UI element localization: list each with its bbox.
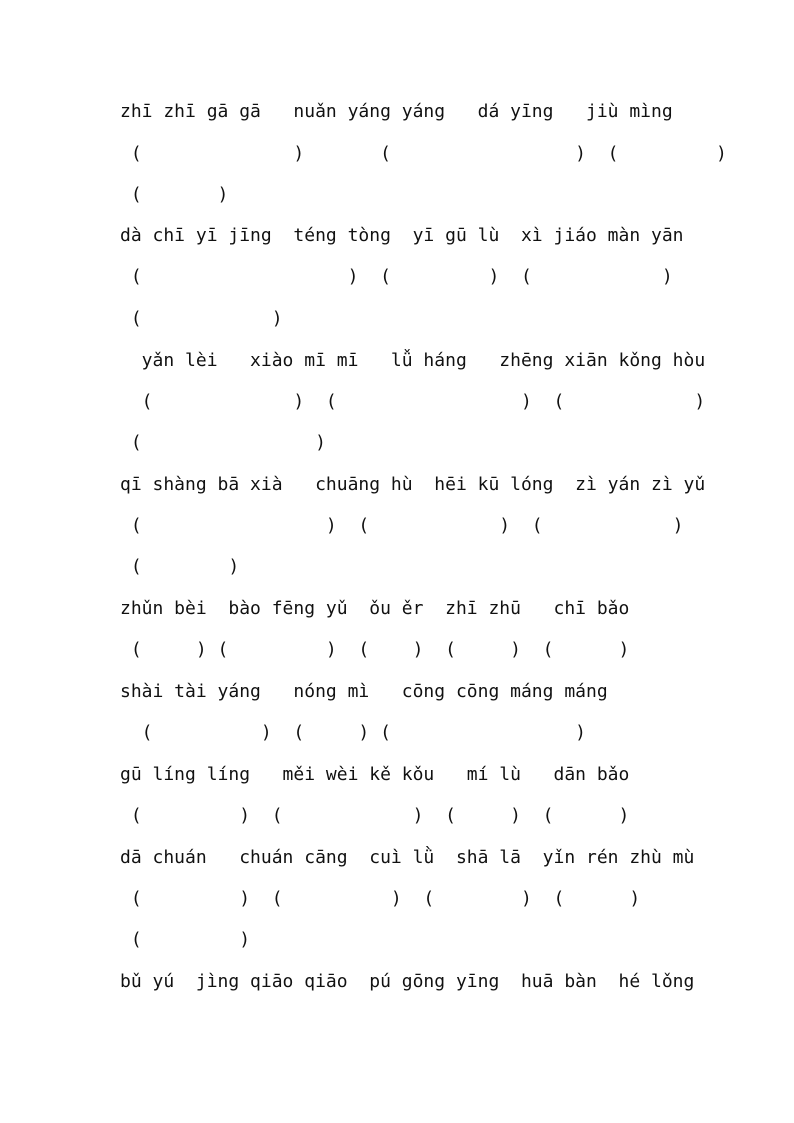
answer-brackets-line-10: ( ) ( ) ( ) [120, 722, 586, 743]
answer-brackets-line-7: ( ) ( ) ( ) [120, 515, 684, 536]
answer-brackets-line-3: ( ) ( ) ( ) [120, 266, 673, 287]
answer-brackets-line-2: ( ) [120, 184, 229, 205]
pinyin-line-2: dà chī yī jīng téng tòng yī gū lù xì jiáo màn yān [120, 225, 684, 246]
pinyin-line-7: gū líng líng měi wèi kě kǒu mí lù dān bǎo [120, 764, 630, 785]
pinyin-line-5: zhǔn bèi bào fēng yǔ ǒu ěr zhī zhū chī bǎo [120, 598, 630, 619]
answer-brackets-line-9: ( ) ( ) ( ) ( ) ( ) [120, 639, 630, 660]
answer-brackets-line-13: ( ) [120, 929, 251, 950]
pinyin-line-6: shài tài yáng nóng mì cōng cōng máng máng [120, 681, 608, 702]
answer-brackets-line-5: ( ) ( ) ( ) [120, 391, 706, 412]
answer-brackets-line-12: ( ) ( ) ( ) ( ) [120, 888, 641, 909]
answer-brackets-line-1: ( ) ( ) ( ) [120, 143, 727, 164]
answer-brackets-line-8: ( ) [120, 556, 240, 577]
pinyin-line-4: qī shàng bā xià chuāng hù hēi kū lóng zì yán zì yǔ [120, 474, 706, 495]
pinyin-line-3: yǎn lèi xiào mī mī lǚ háng zhēng xiān kǒng hòu [120, 350, 706, 371]
pinyin-line-1: zhī zhī gā gā nuǎn yáng yáng dá yīng jiù mìng [120, 101, 673, 122]
answer-brackets-line-4: ( ) [120, 308, 283, 329]
pinyin-line-8: dā chuán chuán cāng cuì lǜ shā lā yǐn rén zhù mù [120, 847, 695, 868]
pinyin-line-9: bǔ yú jìng qiāo qiāo pú gōng yīng huā bàn hé lǒng [120, 971, 695, 992]
answer-brackets-line-6: ( ) [120, 432, 326, 453]
answer-brackets-line-11: ( ) ( ) ( ) ( ) [120, 805, 630, 826]
